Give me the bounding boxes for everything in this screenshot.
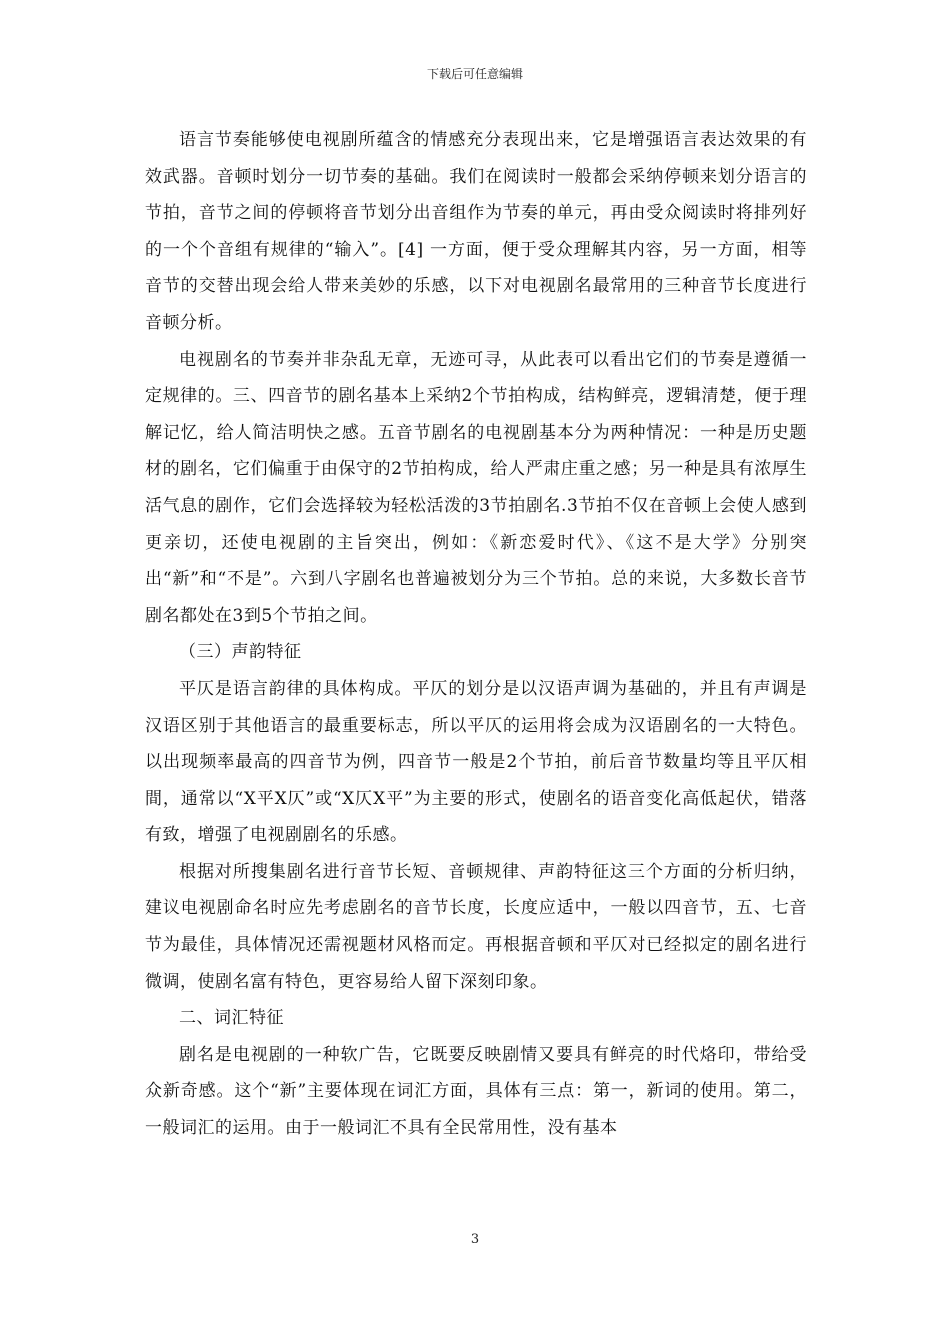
section-heading-vocabulary: 二、词汇特征 xyxy=(179,1008,284,1029)
paragraph-vocabulary: 剧名是电视剧的一种软广告，它既要反映剧情又要具有鲜亮的时代烙印，带给受众新奇感。这个“新”主要体现在词汇方面，具体有三点：第一，新词的使用。第二，一般词汇的运用。由于一般词汇不具有全民常用性，没有基本 xyxy=(145,1044,807,1139)
paragraph-summary: 根据对所搜集剧名进行音节长短、音顿规律、声韵特征这三个方面的分析归纳，建议电视剧命名时应先考虑剧名的音节长度，长度应适中，一般以四音节，五、七音节为最佳，具体情况还需视题材风格而定。再根据音顿和平仄对已经拟定的剧名进行微调，使剧名富有特色，更容易给人留下深刻印象。 xyxy=(145,861,807,992)
page-header: 下载后可任意编辑 xyxy=(426,67,523,81)
paragraph-tone: 平仄是语言韵律的具体构成。平仄的划分是以汉语声调为基础的，并且有声调是汉语区别于其他语言的最重要标志，所以平仄的运用将会成为汉语剧名的一大特色。以出现频率最高的四音节为例，四音节一般是2个节拍，前后音节数量均等且平仄相間，通常以“X平X仄”或“X仄X平”为主要的形式，使剧名的语音变化高低起伏，错落有致，增强了电视剧剧名的乐感。 xyxy=(145,678,807,846)
paragraph-rhythm-analysis: 电视剧名的节奏并非杂乱无章，无迹可寻，从此表可以看出它们的节奏是遵循一定规律的。三、四音节的剧名基本上采纳2个节拍构成，结构鲜亮，逻辑清楚，便于理解记忆，给人简洁明快之感。五音节剧名的电视剧基本分为两种情况：一种是历史题材的剧名，它们偏重于由保守的2节拍构成，给人严肃庄重之感；另一种是具有浓厚生活气息的剧作，它们会选择较为轻松活泼的3节拍剧名.3节拍不仅在音顿上会使人感到更亲切，还使电视剧的主旨突出，例如：《新恋爱时代》、《这不是大学》分别突出“新”和“不是”。六到八字剧名也普遍被划分为三个节拍。总的来说，大多数长音节剧名都处在3到5个节拍之间。 xyxy=(145,349,807,626)
paragraph-rhythm-intro: 语言节奏能够使电视剧所蕴含的情感充分表现出来，它是增强语言表达效果的有效武器。音顿时划分一切节奏的基础。我们在阅读时一般都会采纳停顿来划分语言的节拍，音节之间的停顿将音节划分出音组作为节奏的单元，再由受众阅读时将排列好的一个个音组有规律的“输入”。[4] 一方面，便于受众理解其内容，另一方面，相等音节的交替出现会给人带来美妙的乐感，以下对电视剧名最常用的三种音节长度进行音顿分析。 xyxy=(145,130,807,333)
body-text xyxy=(145,122,807,1147)
section-heading-tone: （三）声韵特征 xyxy=(179,642,302,663)
page-number: 3 xyxy=(470,1232,480,1247)
